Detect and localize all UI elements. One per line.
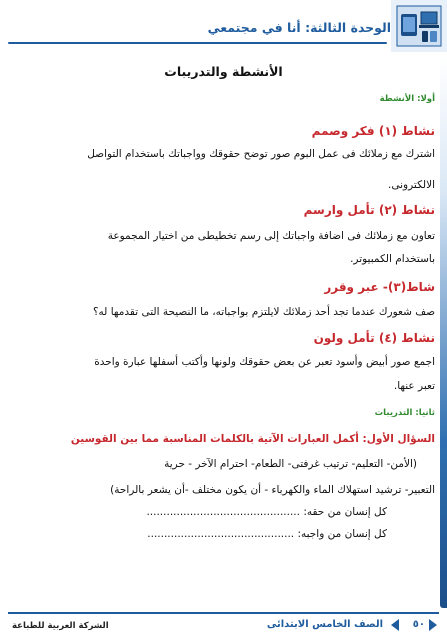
question-options-line-2: التعبير- ترشيد استهلاك الماء والكهرباء - أن يكون مختلف -أن يشعر بالراحة) [110,484,435,496]
activity-3-title: شاط(٣)- عبر وقرر [324,280,435,294]
activity-4-title: نشاط (٤) تأمل ولون [313,331,435,345]
activity-1-title: نشاط (١) فكر وصمم [311,124,435,138]
activities-label: أولا: الأنشطة [379,94,435,104]
question-1-title: السؤال الأول: أكمل العبارات الآتية بالكلمات المناسبة مما بين القوسين [70,433,435,445]
activity-2-line-1: تعاون مع زملائك فى اضافة واجباتك إلى رسم تخطيطى من اختيار المجموعة [107,230,435,242]
publisher-name: الشركة العربية للطباعة [12,621,109,631]
side-decoration [440,56,447,608]
question-item-1: كل إنسان من حقه: .............................................. [146,506,387,518]
unit-title: الوحدة الثالثة: أنا في مجتمعي [207,20,391,35]
activity-3-line-1: صف شعورك عندما تجد أحد زملائك لايلتزم بواجباته، ما النصيحة التى تقدمها له؟ [92,306,435,318]
grade-label: الصف الخامس الابتدائى [266,619,383,630]
page-header [0,0,447,46]
activity-2-title: نشاط (٢) تأمل وارسم [303,203,435,217]
section-title: الأنشطة والتدريبات [164,64,283,79]
exercises-label: ثانيا: التدريبات [374,408,435,418]
activity-1-line-1: اشترك مع زملائك فى عمل البوم صور توضح حقوقك وواجباتك باستخدام التواصل [87,148,435,160]
header-divider [8,42,387,44]
footer-divider [8,612,439,614]
question-item-2: كل إنسان من واجبه: ............................................ [147,528,387,540]
page-number: ٥٠ [412,619,425,630]
activity-1-line-2: الالكترونى. [388,179,435,191]
devices-icon [391,0,447,52]
activity-4-line-2: تعبر عنها. [393,380,435,392]
activity-4-line-1: اجمع صور أبيض وأسود تعبر عن بعض حقوقك ولونها وأكتب أسفلها عبارة واحدة [94,356,435,368]
question-options-line-1: (الأمن- التعليم- ترتيب غرفتى- الطعام- احترام الآخر - حرية [164,458,417,470]
activity-2-line-2: باستخدام الكمبيوتر. [350,253,435,265]
